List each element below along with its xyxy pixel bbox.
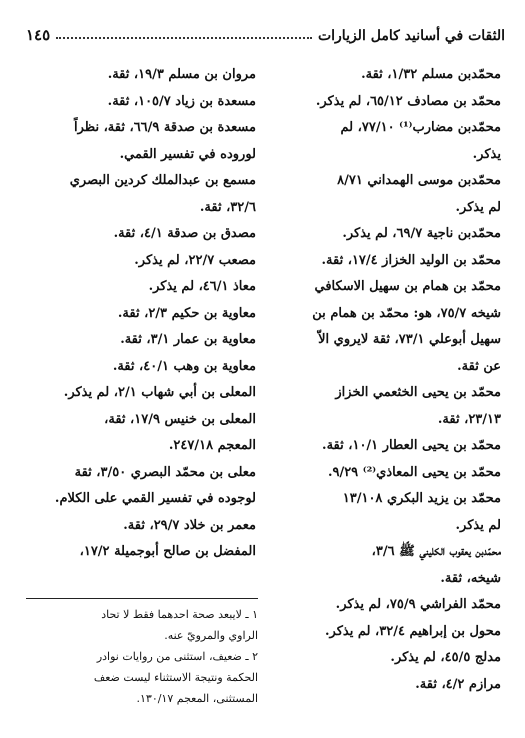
entry-line: معلى بن محمّد البصري ٣/٥٠، ثقة — [74, 464, 256, 480]
entry-line: مروان بن مسلم ١٩/٣، ثقة. — [107, 67, 256, 82]
entry-line: معاوية بن عمار ٣/١، ثقة. — [120, 332, 256, 347]
entry-line: مسمع بن عبدالملك كردين البصري — [69, 173, 256, 188]
entry-line: لوجوده في تفسير القمي على الكلام. — [54, 491, 256, 506]
entry-line: محمّد الفراشي ٧٥/٩، لم يذكر. — [335, 597, 501, 612]
footnote-line: الحكمة ونتيجة الاستثناء ليست ضعف — [93, 671, 258, 684]
entry-line: محمّد بن يحيى المعاذي⁽²⁾ ٩/٢٩. — [327, 464, 501, 480]
entry-line: لم يذكر. — [455, 517, 501, 533]
entry-line: شيخه ٧٥/٧، هو: محمّد بن همام بن — [312, 305, 501, 321]
entry-line: سهيل أبوعلي ٧٣/١، ثقة لايروي الاّ — [318, 332, 501, 347]
entry-line: مصدق بن صدقة ٤/١، ثقة. — [113, 226, 256, 241]
running-header — [26, 20, 505, 44]
entry-line: مدلج ٤٥/٥، لم يذكر. — [390, 650, 501, 665]
entry-line: يذكر. — [472, 146, 501, 162]
footnotes — [24, 604, 258, 709]
entry-line: مسعدة بن زياد ١٠٥/٧، ثقة. — [107, 93, 256, 109]
entry-line: ٢٣/١٣، ثقة. — [437, 411, 501, 427]
entry-line: محمّد بن يحيى الخثعمي الخزاز — [335, 385, 501, 400]
entry-line: معمر بن خلاد ٢٩/٧، ثقة. — [123, 517, 256, 533]
entry-line: محمّدبن موسى الهمداني ٨/٧١ — [337, 173, 501, 188]
leader-dots — [56, 37, 312, 39]
entry-line: محمّدبن مضارب⁽¹⁾ ٧٧/١٠، لم — [340, 120, 501, 135]
entry-line: مرازم ٤/٢، ثقة. — [415, 676, 501, 692]
footnote-separator — [26, 598, 258, 599]
entry-line: محمّد بن يزيد البكري ١٣/١٠٨ — [342, 491, 501, 506]
entry-line: محمّد بن الوليد الخزاز ١٧/٤، ثقة. — [321, 252, 501, 268]
right-column — [269, 62, 501, 698]
entry-line: معاوية بن حكيم ٢/٣، ثقة. — [117, 305, 256, 321]
left-column — [24, 62, 256, 566]
entry-line: محمّدبن مسلم ١/٣٢، ثقة. — [361, 67, 501, 82]
footnote-line: ٢ ـ ضعيف، استثنى من روايات نوادر — [96, 650, 258, 663]
entry-line: معاذ ٤٦/١، لم يذكر. — [148, 279, 256, 294]
footnote-line: المستثنى، المعجم ١٣٠/١٧. — [136, 692, 258, 705]
entry-line: عن ثقة. — [457, 358, 501, 374]
entry-line: لم يذكر. — [455, 199, 501, 215]
entry-line: محمّدبن يعقوب الكليني ﷺ ٣/٦، — [371, 544, 501, 559]
entry-line: محمّد بن مصادف ٦٥/١٢، لم يذكر. — [315, 93, 501, 109]
entry-line: محمّد بن يحيى العطار ١٠/١، ثقة. — [322, 438, 501, 453]
entry-line: معاوية بن وهب ٤٠/١، ثقة. — [112, 358, 256, 374]
running-title: الثقات في أسانيد كامل الزيارات — [317, 28, 505, 44]
entry-line: محمّدبن ناجية ٦٩/٧، لم يذكر. — [342, 226, 501, 241]
footnote-line: ١ ـ لايبعد صحة احدهما فقط لا تحاد — [101, 608, 258, 621]
entry-line: المعجم ٢٤٧/١٨. — [168, 438, 256, 453]
page-number: ١٤٥ — [26, 26, 51, 44]
entry-line: شيخه، ثقة. — [440, 570, 501, 586]
entry-line: المفضل بن صالح أبوجميلة ١٧/٢، — [79, 544, 256, 559]
entry-line: مصعب ٢٢/٧، لم يذكر. — [134, 252, 256, 268]
entry-line: المعلى بن أبي شهاب ٢/١، لم يذكر. — [63, 385, 256, 400]
entry-line: لوروده في تفسير القمي. — [119, 146, 256, 162]
entry-line: محمّد بن همام بن سهيل الاسكافي — [314, 279, 501, 294]
entry-line: ٣٢/٦، ثقة. — [199, 199, 256, 215]
entry-line: محول بن إبراهيم ٣٢/٤، لم يذكر. — [325, 623, 501, 639]
entry-line: مسعدة بن صدقة ٦٦/٩، ثقة، نظراً — [74, 120, 256, 135]
footnote-line: الراوي والمرويّ عنه. — [164, 629, 258, 642]
entry-line: المعلى بن خنيس ١٧/٩، ثقة، — [104, 411, 256, 427]
